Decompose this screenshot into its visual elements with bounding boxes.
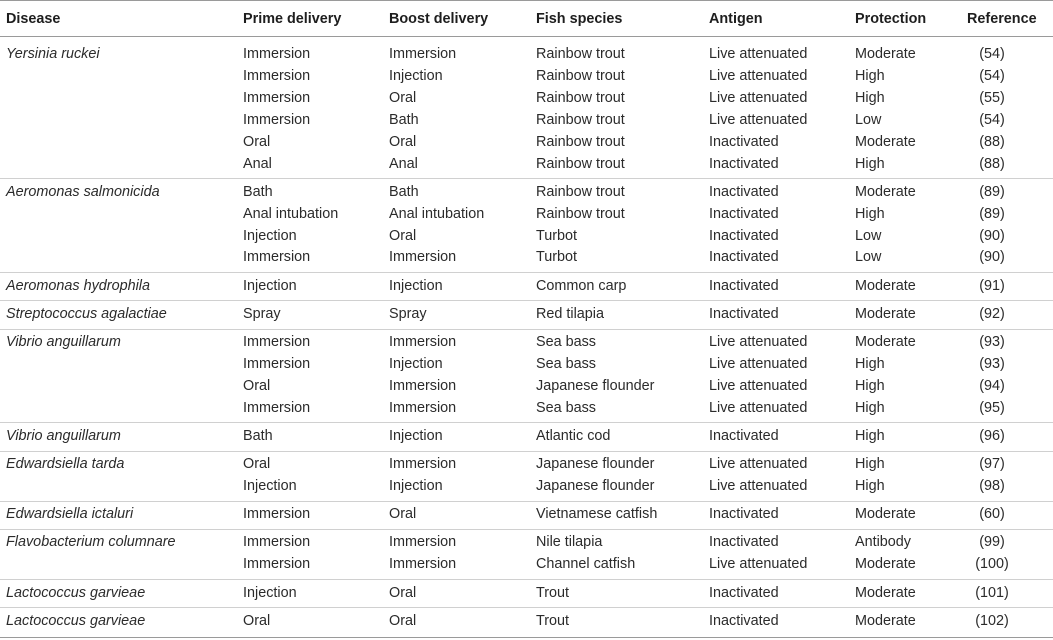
cell-antigen: Inactivated: [709, 534, 779, 551]
cell-fish-species: Sea bass: [536, 334, 597, 350]
cell-protection: High: [855, 427, 885, 444]
cell-fish-species: Trout: [536, 612, 570, 629]
cell-boost-delivery: Immersion: [389, 334, 457, 350]
cell-fish-species: Rainbow trout: [536, 205, 625, 222]
cell-boost-delivery: Oral: [389, 89, 417, 106]
cell-reference: (90): [979, 227, 1005, 244]
cell-reference: (96): [979, 427, 1005, 444]
cell-disease: Yersinia ruckei: [6, 46, 100, 62]
group-separator: [0, 300, 1053, 301]
cell-antigen: Inactivated: [709, 205, 779, 222]
group-separator: [0, 329, 1053, 330]
cell-protection: Moderate: [855, 305, 916, 322]
cell-prime-delivery: Injection: [243, 227, 297, 244]
cell-fish-species: Rainbow trout: [536, 133, 625, 150]
cell-protection: Moderate: [855, 506, 916, 523]
cell-prime-delivery: Injection: [243, 277, 297, 294]
cell-antigen: Inactivated: [709, 427, 779, 444]
cell-boost-delivery: Injection: [389, 67, 443, 84]
cell-antigen: Inactivated: [709, 277, 779, 294]
cell-disease: Lactococcus garvieae: [6, 612, 146, 629]
cell-boost-delivery: Injection: [389, 427, 443, 444]
cell-antigen: Inactivated: [709, 305, 779, 322]
cell-reference: (88): [979, 133, 1005, 150]
cell-protection: Moderate: [855, 133, 916, 150]
group-separator: [0, 451, 1053, 452]
cell-antigen: Inactivated: [709, 506, 779, 523]
cell-prime-delivery: Anal intubation: [243, 205, 339, 222]
cell-boost-delivery: Oral: [389, 227, 417, 244]
cell-antigen: Inactivated: [709, 155, 779, 172]
cell-boost-delivery: Anal: [389, 155, 418, 172]
header-fish-species: Fish species: [536, 11, 623, 27]
cell-boost-delivery: Immersion: [389, 556, 457, 573]
cell-prime-delivery: Injection: [243, 584, 297, 601]
cell-protection: High: [855, 377, 885, 394]
cell-reference: (93): [979, 334, 1005, 350]
cell-boost-delivery: Immersion: [389, 46, 457, 62]
cell-reference: (101): [975, 584, 1009, 601]
cell-antigen: Live attenuated: [709, 456, 808, 473]
cell-antigen: Inactivated: [709, 133, 779, 150]
cell-protection: Moderate: [855, 334, 916, 350]
cell-reference: (97): [979, 456, 1005, 473]
header-boost-delivery: Boost delivery: [389, 11, 489, 27]
cell-boost-delivery: Injection: [389, 277, 443, 294]
cell-boost-delivery: Immersion: [389, 377, 457, 394]
cell-fish-species: Nile tilapia: [536, 534, 603, 551]
header-reference: Reference: [967, 11, 1037, 27]
cell-disease: Edwardsiella tarda: [6, 456, 125, 473]
cell-prime-delivery: Oral: [243, 133, 271, 150]
cell-protection: Low: [855, 227, 882, 244]
cell-antigen: Live attenuated: [709, 399, 808, 416]
cell-fish-species: Japanese flounder: [536, 478, 655, 494]
cell-boost-delivery: Bath: [389, 111, 419, 128]
cell-fish-species: Rainbow trout: [536, 183, 625, 200]
group-separator: [0, 529, 1053, 530]
cell-protection: High: [855, 355, 885, 372]
group-separator: [0, 178, 1053, 179]
cell-disease: Aeromonas hydrophila: [6, 277, 150, 294]
cell-fish-species: Japanese flounder: [536, 377, 655, 394]
group-separator: [0, 501, 1053, 502]
cell-prime-delivery: Immersion: [243, 249, 311, 266]
cell-reference: (89): [979, 183, 1005, 200]
cell-disease: Flavobacterium columnare: [6, 534, 176, 551]
cell-protection: Moderate: [855, 277, 916, 294]
group-separator: [0, 272, 1053, 273]
cell-antigen: Live attenuated: [709, 334, 808, 350]
cell-fish-species: Japanese flounder: [536, 456, 655, 473]
cell-disease: Streptococcus agalactiae: [6, 305, 167, 322]
cell-fish-species: Rainbow trout: [536, 89, 625, 106]
cell-prime-delivery: Oral: [243, 456, 271, 473]
cell-prime-delivery: Immersion: [243, 111, 311, 128]
cell-boost-delivery: Injection: [389, 478, 443, 494]
cell-prime-delivery: Immersion: [243, 399, 311, 416]
cell-protection: High: [855, 205, 885, 222]
cell-reference: (93): [979, 355, 1005, 372]
cell-antigen: Live attenuated: [709, 111, 808, 128]
cell-prime-delivery: Immersion: [243, 534, 311, 551]
cell-reference: (94): [979, 377, 1005, 394]
cell-reference: (91): [979, 277, 1005, 294]
cell-fish-species: Vietnamese catfish: [536, 506, 658, 523]
cell-prime-delivery: Bath: [243, 427, 273, 444]
cell-prime-delivery: Immersion: [243, 355, 311, 372]
cell-reference: (60): [979, 506, 1005, 523]
cell-reference: (55): [979, 89, 1005, 106]
cell-fish-species: Red tilapia: [536, 305, 604, 322]
cell-disease: Vibrio anguillarum: [6, 334, 121, 350]
cell-prime-delivery: Anal: [243, 155, 272, 172]
cell-boost-delivery: Immersion: [389, 249, 457, 266]
cell-prime-delivery: Immersion: [243, 506, 311, 523]
cell-prime-delivery: Injection: [243, 478, 297, 494]
cell-protection: Antibody: [855, 534, 912, 551]
cell-boost-delivery: Oral: [389, 506, 417, 523]
cell-antigen: Live attenuated: [709, 67, 808, 84]
cell-boost-delivery: Injection: [389, 355, 443, 372]
cell-boost-delivery: Immersion: [389, 456, 457, 473]
cell-protection: High: [855, 478, 885, 494]
header-antigen: Antigen: [709, 11, 763, 27]
cell-prime-delivery: Immersion: [243, 67, 311, 84]
cell-boost-delivery: Immersion: [389, 399, 457, 416]
cell-protection: Low: [855, 249, 882, 266]
cell-prime-delivery: Bath: [243, 183, 273, 200]
cell-fish-species: Rainbow trout: [536, 155, 625, 172]
cell-antigen: Live attenuated: [709, 355, 808, 372]
cell-fish-species: Turbot: [536, 227, 578, 244]
cell-antigen: Inactivated: [709, 584, 779, 601]
cell-disease: Edwardsiella ictaluri: [6, 506, 134, 523]
cell-prime-delivery: Immersion: [243, 556, 311, 573]
table-header-rule: [0, 36, 1053, 37]
table-top-rule: [0, 0, 1053, 1]
cell-protection: High: [855, 456, 885, 473]
cell-antigen: Inactivated: [709, 612, 779, 629]
cell-antigen: Inactivated: [709, 227, 779, 244]
cell-protection: High: [855, 155, 885, 172]
cell-fish-species: Sea bass: [536, 355, 597, 372]
cell-fish-species: Channel catfish: [536, 556, 636, 573]
group-separator: [0, 579, 1053, 580]
cell-fish-species: Common carp: [536, 277, 627, 294]
table-bottom-rule: [0, 637, 1053, 638]
cell-antigen: Live attenuated: [709, 89, 808, 106]
cell-boost-delivery: Bath: [389, 183, 419, 200]
cell-reference: (92): [979, 305, 1005, 322]
cell-boost-delivery: Oral: [389, 584, 417, 601]
cell-fish-species: Turbot: [536, 249, 578, 266]
cell-antigen: Live attenuated: [709, 556, 808, 573]
cell-boost-delivery: Oral: [389, 133, 417, 150]
cell-antigen: Live attenuated: [709, 377, 808, 394]
cell-fish-species: Rainbow trout: [536, 67, 625, 84]
cell-reference: (95): [979, 399, 1005, 416]
cell-prime-delivery: Oral: [243, 612, 271, 629]
cell-protection: High: [855, 89, 885, 106]
cell-prime-delivery: Spray: [243, 305, 281, 322]
cell-reference: (100): [975, 556, 1009, 573]
cell-boost-delivery: Anal intubation: [389, 205, 485, 222]
cell-antigen: Inactivated: [709, 183, 779, 200]
cell-fish-species: Rainbow trout: [536, 46, 625, 62]
cell-prime-delivery: Oral: [243, 377, 271, 394]
cell-disease: Aeromonas salmonicida: [6, 183, 160, 200]
cell-reference: (54): [979, 46, 1005, 62]
cell-protection: Low: [855, 111, 882, 128]
cell-antigen: Live attenuated: [709, 478, 808, 494]
cell-protection: High: [855, 399, 885, 416]
cell-reference: (88): [979, 155, 1005, 172]
cell-protection: High: [855, 67, 885, 84]
cell-boost-delivery: Oral: [389, 612, 417, 629]
cell-prime-delivery: Immersion: [243, 46, 311, 62]
cell-antigen: Live attenuated: [709, 46, 808, 62]
cell-fish-species: Rainbow trout: [536, 111, 625, 128]
cell-reference: (54): [979, 67, 1005, 84]
cell-prime-delivery: Immersion: [243, 334, 311, 350]
cell-reference: (90): [979, 249, 1005, 266]
cell-reference: (89): [979, 205, 1005, 222]
group-separator: [0, 607, 1053, 608]
cell-reference: (99): [979, 534, 1005, 551]
cell-boost-delivery: Spray: [389, 305, 427, 322]
cell-reference: (98): [979, 478, 1005, 494]
cell-fish-species: Trout: [536, 584, 570, 601]
cell-antigen: Inactivated: [709, 249, 779, 266]
cell-prime-delivery: Immersion: [243, 89, 311, 106]
header-prime-delivery: Prime delivery: [243, 11, 342, 27]
cell-protection: Moderate: [855, 584, 916, 601]
cell-reference: (102): [975, 612, 1009, 629]
cell-protection: Moderate: [855, 183, 916, 200]
cell-fish-species: Sea bass: [536, 399, 597, 416]
cell-reference: (54): [979, 111, 1005, 128]
cell-protection: Moderate: [855, 46, 916, 62]
header-protection: Protection: [855, 11, 927, 27]
cell-boost-delivery: Immersion: [389, 534, 457, 551]
header-disease: Disease: [6, 11, 61, 27]
group-separator: [0, 422, 1053, 423]
cell-fish-species: Atlantic cod: [536, 427, 611, 444]
cell-disease: Lactococcus garvieae: [6, 584, 146, 601]
cell-protection: Moderate: [855, 612, 916, 629]
cell-disease: Vibrio anguillarum: [6, 427, 121, 444]
cell-protection: Moderate: [855, 556, 916, 573]
